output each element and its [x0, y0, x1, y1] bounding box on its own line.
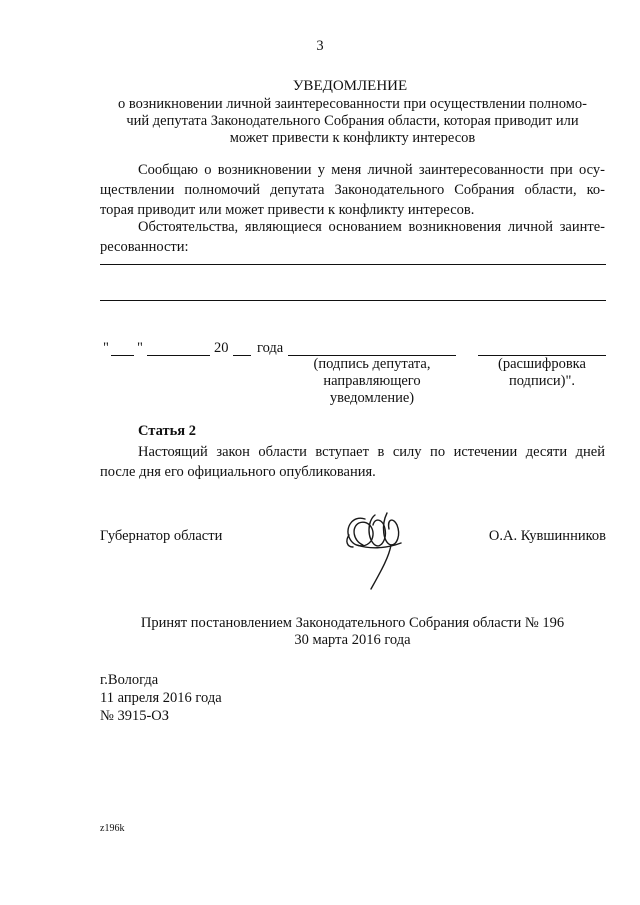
law-number: № 3915-ОЗ: [100, 708, 170, 724]
signatory-name: О.А. Кувшинников: [488, 528, 606, 544]
caption-line: (подпись депутата,: [313, 356, 431, 372]
footer-code: z196k: [100, 823, 125, 834]
article-line: Настоящий закон области вступает в силу по истечении десяти дней: [138, 444, 605, 460]
notice-title: УВЕДОМЛЕНИЕ: [292, 78, 408, 94]
body-line: Сообщаю о возникновении у меня личной заинтересованности при осу-: [138, 162, 605, 178]
caption-line: направляющего: [323, 373, 421, 389]
date-quote-open: ": [103, 340, 109, 356]
page-number: 3: [316, 38, 324, 54]
body-line: ресованности:: [100, 239, 189, 255]
article-text: [100, 442, 605, 482]
handwritten-signature: [335, 505, 415, 595]
notice-subtitle-line: о возникновении личной заинтересованности при осуществлении полномо-: [117, 96, 588, 112]
signatory-position: Губернатор области: [100, 528, 223, 544]
blank-line: [100, 300, 606, 301]
notice-circumstances-paragraph: [100, 217, 605, 257]
blank-line: [100, 264, 606, 265]
caption-line: (расшифровка: [498, 356, 586, 372]
decoding-caption: [478, 356, 606, 390]
adoption-line: Принят постановлением Законодательного Собрания области № 196: [140, 615, 565, 631]
month-blank: [147, 355, 210, 356]
body-line: Обстоятельства, являющиеся основанием возникновения личной заинте-: [138, 219, 605, 235]
body-line: ществлении полномочий депутата Законодательного Собрания области, ко-: [100, 182, 605, 198]
article-heading: Статья 2: [138, 423, 196, 439]
caption-line: уведомление): [329, 390, 415, 406]
article-line: после дня его официального опубликования.: [100, 464, 376, 480]
year-blank: [233, 355, 251, 356]
date-quote-close: ": [137, 340, 143, 356]
place-date-block: [100, 671, 222, 725]
notice-subtitle-line: может привести к конфликту интересов: [229, 130, 476, 146]
notice-subtitle: [100, 96, 605, 147]
notice-subtitle-line: чий депутата Законодательного Собрания области, которая приводит или: [126, 113, 579, 129]
body-line: торая приводит или может привести к конфликту интересов.: [100, 202, 475, 218]
notice-body-paragraph: [100, 160, 605, 220]
signature-caption: [288, 356, 456, 407]
caption-line: подписи)".: [508, 373, 576, 389]
day-blank: [111, 355, 134, 356]
city: г.Вологда: [100, 672, 159, 688]
adoption-line: 30 марта 2016 года: [294, 632, 411, 648]
year-suffix: года: [257, 340, 284, 356]
adoption-note: [100, 615, 605, 649]
signing-date: 11 апреля 2016 года: [100, 690, 222, 706]
year-prefix: 20: [214, 340, 229, 356]
